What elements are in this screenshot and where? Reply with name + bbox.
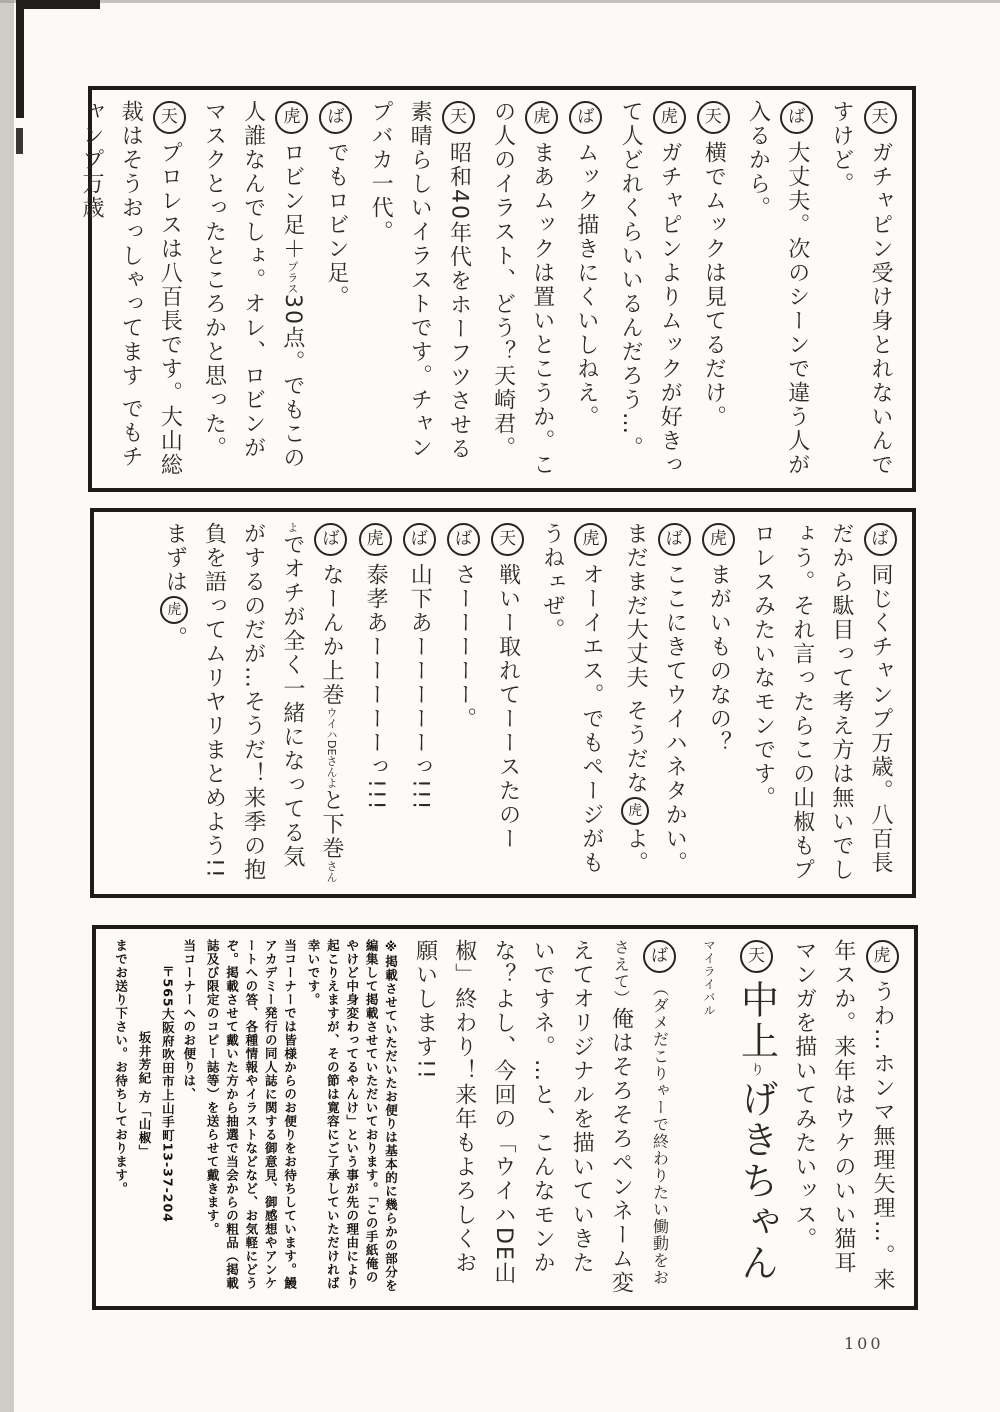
- dialogue-text: プロレスは八百長です。大山総裁はそうおっしゃってます でもチャンプ万歳: [79, 100, 183, 477]
- dialogue-entry: [699, 522, 738, 884]
- signature-ruby: マイライバル: [702, 939, 717, 1017]
- aside-text: （ダメだこりゃーで終わりたい働動をおさえて）: [611, 939, 670, 1286]
- speaker-mark: 虎: [866, 940, 899, 973]
- dialogue-entry: [738, 100, 816, 478]
- speaker-mark: 天: [153, 101, 186, 134]
- dialogue-text: なーんか上巻: [318, 563, 344, 707]
- ruby-note: ウイハDEさんよ: [324, 707, 338, 789]
- signature-entry: [685, 939, 780, 1296]
- dialogue-text: 泰孝あーーーーーっ!!!: [363, 563, 389, 812]
- ruby-note: プラス: [285, 261, 299, 294]
- printed-corner-info: 当コーナーでは皆様からのお便りをお待ちしています。鰻アカデミー発行の同人誌に関する御意見、御感想やアンケートへの答、各種情報やイラストなどなど、お気軽にどうぞ。掲載させて戴いた方から抽選で当会からの粗品（掲載誌及び限定のコピー誌等）を送らせて戴きます。: [205, 939, 298, 1290]
- printed-closing: までお送り下さい。お待ちしております。: [113, 939, 129, 1196]
- dialogue-entry: [822, 100, 900, 478]
- dialogue-text: と下巻: [318, 788, 344, 861]
- speaker-mark: 虎: [275, 101, 308, 134]
- speaker-mark: 虎: [359, 523, 392, 556]
- dialogue-text: ガチャピンよりムックが好きって人どれくらいいるんだろう…。: [618, 100, 683, 477]
- speaker-mark: ば: [403, 523, 436, 556]
- dialogue-entry: [72, 100, 189, 478]
- speaker-mark: 虎: [653, 101, 686, 134]
- dialogue-entry: [361, 100, 478, 478]
- dialogue-text: ムック描きにくいしねえ。: [573, 141, 599, 429]
- dialogue-entry: [194, 100, 311, 478]
- dialogue-text: 山下あーーーーーっ!!!: [407, 563, 433, 812]
- dialogue-text: でもロビン足。: [323, 141, 349, 309]
- dialogue-text: まあムックは置いとこうか。この人のイラスト、どう？天崎君。: [490, 100, 555, 477]
- speaker-mark: ば: [864, 523, 897, 556]
- speaker-mark: ば: [643, 940, 676, 973]
- dialogue-text: 昭和40年代をホーフツさせる素晴らしいイラストです。チャンプバカ一代。: [368, 100, 472, 461]
- dialogue-entry: [155, 522, 351, 884]
- speaker-mark: ば: [658, 523, 691, 556]
- page-number: 100: [844, 1334, 884, 1353]
- dialogue-entry: [356, 522, 395, 884]
- dialogue-entry: [567, 100, 606, 478]
- speaker-mark: ば: [569, 101, 602, 134]
- scan-artifact: [0, 0, 1000, 3]
- street-address: 大阪府吹田市上山手町13-37-204: [160, 1007, 176, 1223]
- dialogue-text: ガチャピン受け身とれないんですけど。: [828, 100, 893, 477]
- scan-artifact: [16, 0, 100, 9]
- dialogue-text: 俺はそろそろペンネーム変えてオリジナルを描いていきたいですネ。…と、こんなモンかな？よし、今回の「ウイハDE山椒」終わり！来年もよろしくお願いします!!: [412, 939, 634, 1295]
- speaker-mark-inline: 虎: [621, 797, 649, 825]
- dialogue-text: 同じくチャンプ万歳。八百長だから駄目って考え方は無いでしょう。それ言ったらこの山椒もプロレスみたいなモンです。: [750, 522, 893, 882]
- dialogue-panel-bottom: [92, 925, 918, 1310]
- ruby-note: さんよ: [285, 522, 338, 883]
- dialogue-entry: [743, 522, 900, 884]
- speaker-mark: 天: [740, 940, 773, 973]
- inserted-char: り: [748, 1062, 765, 1079]
- dialogue-entry: [488, 522, 527, 884]
- dialogue-entry: [400, 522, 439, 884]
- printed-address: [158, 965, 177, 1296]
- scan-artifact: [16, 0, 24, 118]
- dialogue-entry: [317, 100, 356, 478]
- dialogue-entry: [483, 100, 561, 478]
- speaker-mark: 天: [864, 101, 897, 134]
- dialogue-text: まがいものなの？: [706, 563, 732, 755]
- dialogue-entry: [405, 939, 679, 1296]
- printed-address-intro: 当コーナーへのお便りは、: [181, 939, 197, 1101]
- dialogue-panel-middle: [90, 508, 916, 898]
- speaker-mark-inline: 虎: [160, 596, 188, 624]
- dialogue-entry: [694, 100, 733, 478]
- dialogue-text: さーーーーー。: [451, 563, 477, 731]
- speaker-mark: 天: [442, 101, 475, 134]
- signature-text: 中上: [734, 980, 779, 1062]
- dialogue-text: でオチが全く一緒になってる気がするのだが…そうだ！来季の抱負を語ってムリヤリまとめよう!!まずは: [162, 522, 305, 882]
- dialogue-text: 30点。でもこの人誰なんでしょ。オレ、ロビンがマスクとったところかと思った。: [201, 100, 305, 470]
- speaker-mark: 天: [491, 523, 524, 556]
- speaker-mark: ば: [319, 101, 352, 134]
- speaker-mark: 虎: [702, 523, 735, 556]
- dialogue-text: よ。: [623, 827, 649, 875]
- postal-code: 〒565: [160, 965, 176, 1008]
- dialogue-entry: [616, 522, 694, 884]
- dialogue-text: 。: [162, 626, 188, 650]
- dialogue-entry: [785, 939, 902, 1296]
- speaker-mark: ば: [780, 101, 813, 134]
- scan-artifact: [0, 0, 14, 1412]
- dialogue-text: 大丈夫。次のシーンで違う人が入るから。: [745, 100, 810, 477]
- speaker-mark: 虎: [525, 101, 558, 134]
- dialogue-entry: [533, 522, 611, 884]
- dialogue-text: 戦いー取れてーースたのー: [495, 563, 521, 851]
- printed-addressee: 坂井芳紀 方「山椒」: [136, 1031, 152, 1158]
- speaker-mark: 天: [697, 101, 730, 134]
- dialogue-entry: [611, 100, 689, 478]
- speaker-mark: ば: [447, 523, 480, 556]
- dialogue-text: ロビン足＋: [279, 141, 305, 261]
- dialogue-text: オーイエス。でもページがもうねェぜ。: [539, 522, 604, 875]
- speaker-mark: 虎: [574, 523, 607, 556]
- speaker-mark: ば: [314, 523, 347, 556]
- dialogue-panel-top: [79, 86, 916, 492]
- printed-notice: ※掲載させていただいたお便りは基本的に幾らかの部分を編集して掲載させていただいております。「この手紙俺のやけど中身変わってるやんけ」という事が先の理由により起こりえますが、その節は寛容にご了承していただければ幸いです。: [305, 939, 399, 1293]
- dialogue-text: ここにきてウイハネタかい。まだまだ大丈夫 そうだな: [623, 522, 688, 875]
- dialogue-text: 横でムックは見てるだけ。: [701, 141, 727, 429]
- signature-text: げきちゃん: [734, 1079, 779, 1284]
- dialogue-entry: [444, 522, 483, 884]
- scan-artifact: [16, 128, 23, 154]
- dialogue-text: うわ…ホンマ無理矢理…。来年スか。来年はウケのいい猫耳マンガを描いてみたいッス。: [791, 939, 895, 1292]
